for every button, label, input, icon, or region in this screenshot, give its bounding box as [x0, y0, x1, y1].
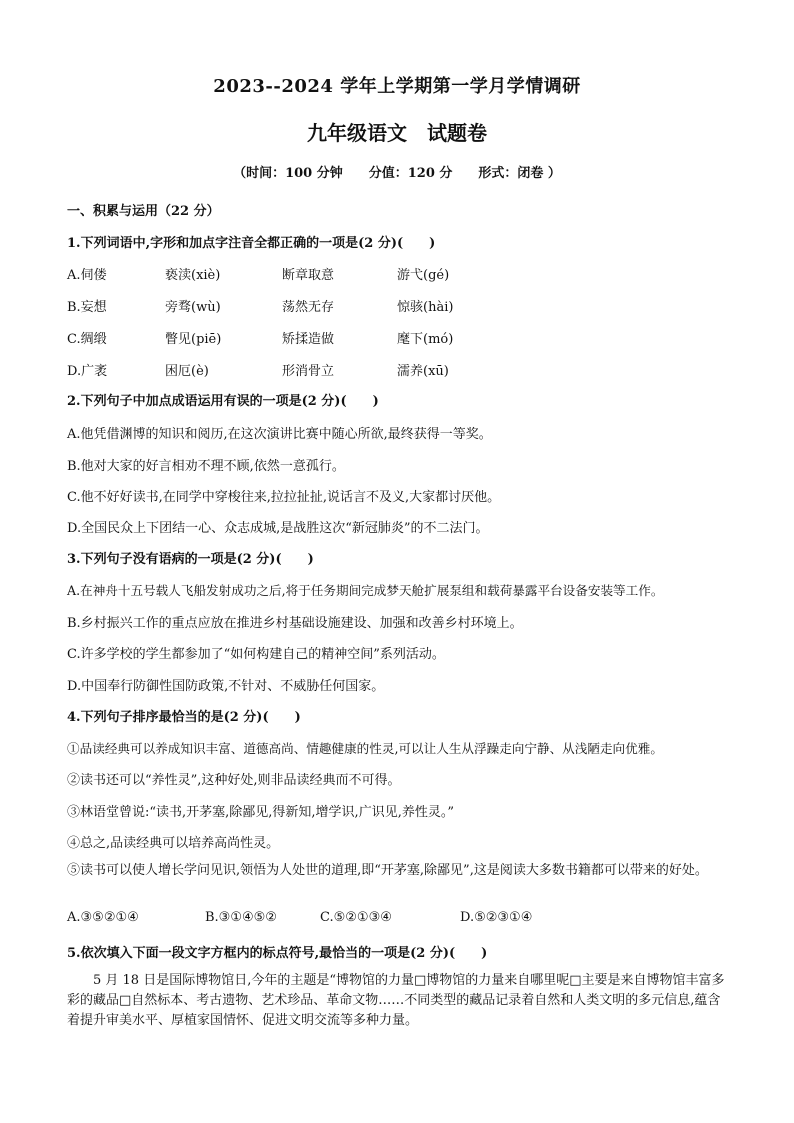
q4-options	[67, 910, 727, 930]
q1-d-word4: 濡养(xū)	[397, 364, 449, 379]
q1-a-word3: 断章取意	[282, 268, 335, 283]
q3-option-b: B.乡村振兴工作的重点应放在推进乡村基础设施建设、加强和改善乡村环境上。	[67, 616, 523, 631]
q4-option-d: D.⑤②③①④	[460, 910, 533, 925]
q1-option-row	[67, 296, 727, 318]
q2-option-b: B.他对大家的好言相劝不理不顾,依然一意孤行。	[67, 459, 345, 474]
q1-option-row	[67, 360, 727, 382]
q1-a-word2: 亵渎(xiè)	[165, 268, 221, 283]
q1-b-word1: B.妄想	[67, 300, 107, 315]
question-4-stem: 4.下列句子排序最恰当的是(2 分)( )	[67, 710, 301, 725]
q4-sentence-5: ⑤读书可以使人增长学问见识,领悟为人处世的道理,即“开茅塞,除鄙见”,这是阅读大多数书籍都可以带来的好处。	[67, 863, 708, 878]
q1-a-word4: 游弋(gé)	[397, 268, 450, 283]
q4-option-b: B.③①④⑤②	[205, 910, 277, 925]
exam-meta: （时间：100 分钟 分值：120 分 形式：闭卷 ）	[233, 166, 561, 181]
q1-b-word2: 旁骛(wù)	[165, 300, 221, 315]
q1-option-row	[67, 328, 727, 350]
q5-passage: 5 月 18 日是国际博物馆日,今年的主题是“博物馆的力量□博物馆的力量来自哪里呢□主要是来自博物馆丰富多彩的藏品□自然标本、考古遗物、艺术珍品、革命文物……不同类型的藏品记录着自然和人类文明的多元信息,蕴含着提升审美水平、厚植家国情怀、促进文明交流等多种力量。	[67, 973, 725, 1028]
q1-b-word3: 荡然无存	[282, 300, 335, 315]
q2-option-a: A.他凭借渊博的知识和阅历,在这次演讲比赛中随心所欲,最终获得一等奖。	[67, 427, 492, 442]
q1-d-word3: 形消骨立	[282, 364, 335, 379]
q1-d-word2: 困厄(è)	[165, 364, 209, 379]
q3-option-d: D.中国奉行防御性国防政策,不针对、不威胁任何国家。	[67, 679, 385, 694]
exam-title: 2023--2024 学年上学期第一学月学情调研	[213, 76, 581, 97]
q2-option-d: D.全国民众上下团结一心、众志成城,是战胜这次“新冠肺炎”的不二法门。	[67, 521, 489, 536]
q1-c-word3: 矫揉造做	[282, 332, 335, 347]
q4-sentence-4: ④总之,品读经典可以培养高尚性灵。	[67, 836, 280, 851]
q4-sentence-3: ③林语堂曾说:“读书,开茅塞,除鄙见,得新知,增学识,广识见,养性灵。”	[67, 805, 454, 820]
question-1-stem: 1.下列词语中,字形和加点字注音全都正确的一项是(2 分)( )	[67, 236, 436, 251]
q1-c-word2: 瞥见(piē)	[165, 332, 222, 347]
question-3-stem: 3.下列句子没有语病的一项是(2 分)( )	[67, 552, 314, 567]
q1-c-word4: 麾下(mó)	[397, 332, 454, 347]
q1-a-word1: A.伺偻	[67, 268, 107, 283]
q1-option-row	[67, 264, 727, 286]
q4-option-c: C.⑤②①③④	[320, 910, 392, 925]
q3-option-c: C.许多学校的学生都参加了“如何构建自己的精神空间”系列活动。	[67, 647, 445, 662]
question-5-stem: 5.依次填入下面一段文字方框内的标点符号,最恰当的一项是(2 分)( )	[67, 946, 488, 961]
q4-sentence-1: ①品读经典可以养成知识丰富、道德高尚、情趣健康的性灵,可以让人生从浮躁走向宁静、从浅陋走向优雅。	[67, 741, 663, 756]
q4-option-a: A.③⑤②①④	[67, 910, 139, 925]
q1-b-word4: 惊骇(hài)	[397, 300, 454, 315]
q1-d-word1: D.广袤	[67, 364, 108, 379]
question-2-stem: 2.下列句子中加点成语运用有误的一项是(2 分)( )	[67, 394, 379, 409]
exam-subtitle: 九年级语文 试题卷	[307, 121, 487, 145]
q3-option-a: A.在神舟十五号载人飞船发射成功之后,将于任务期间完成梦天舱扩展泵组和载荷暴露平台设备安装等工作。	[67, 583, 664, 598]
q4-sentence-2: ②读书还可以“养性灵”,这种好处,则非品读经典而不可得。	[67, 773, 401, 788]
q2-option-c: C.他不好好读书,在同学中穿梭往来,拉拉扯扯,说话言不及义,大家都讨厌他。	[67, 490, 501, 505]
section-heading: 一、积累与运用（22 分）	[67, 204, 220, 219]
q1-c-word1: C.绸缎	[67, 332, 107, 347]
